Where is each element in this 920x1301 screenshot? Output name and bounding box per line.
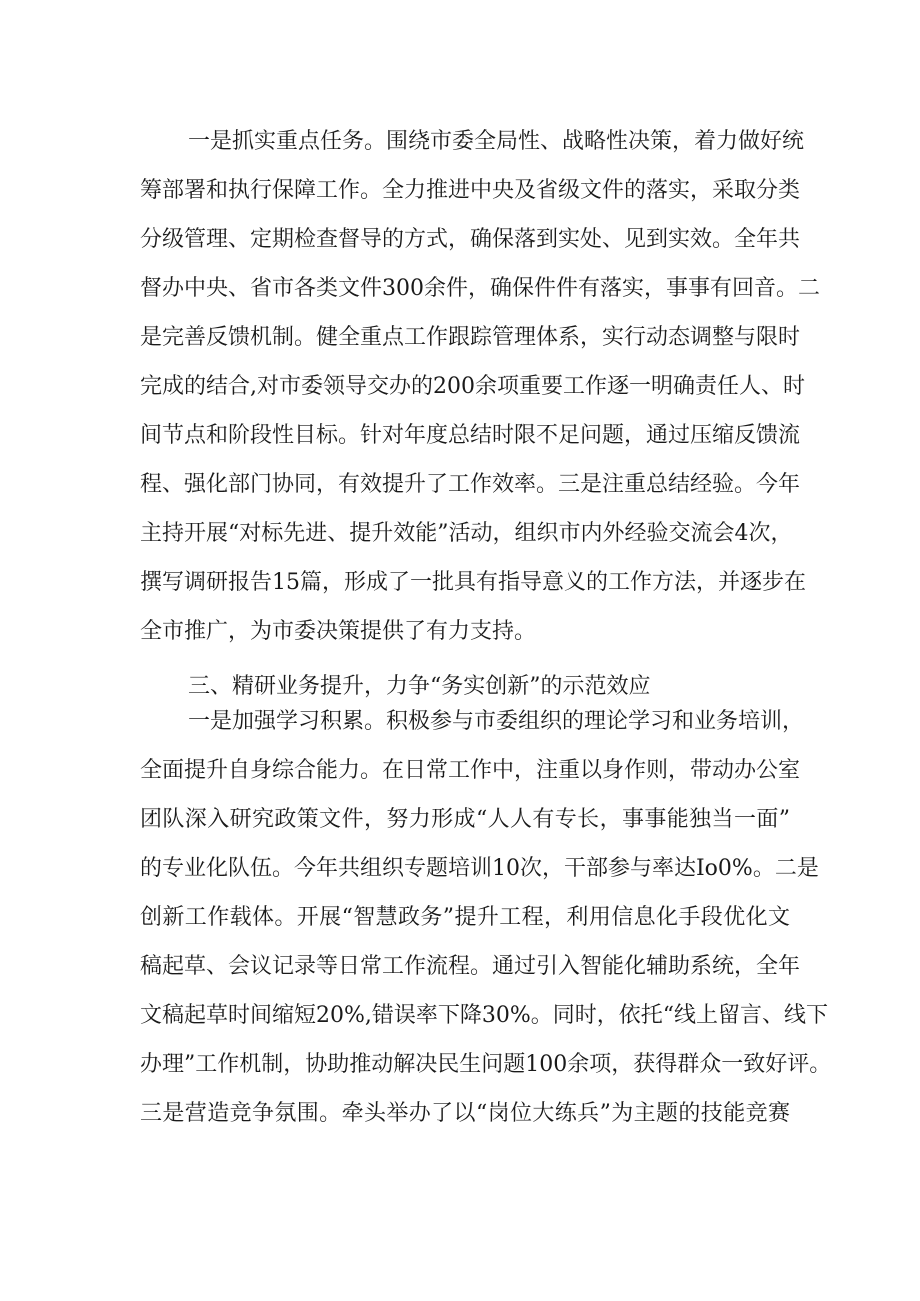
paragraph-line: 的专业化队伍。今年共组织专题培训10次，干部参与率达Io0%。二是 <box>140 856 819 881</box>
paragraph-line: 督办中央、省市各类文件300余件，确保件件有落实，事事有回音。二 <box>140 276 820 301</box>
section-heading: 三、精研业务提升，力争“务实创新”的示范效应 <box>188 674 651 699</box>
paragraph-line: 程、强化部门协同，有效提升了工作效率。三是注重总结经验。今年 <box>140 472 801 497</box>
paragraph-line: 办理”工作机制，协助推动解决民生问题100余项，获得群众一致好评。 <box>140 1052 832 1077</box>
paragraph-line: 完成的结合,对市委领导交办的200余项重要工作逐一明确责任人、时 <box>140 374 805 399</box>
paragraph-line: 全面提升自身综合能力。在日常工作中，注重以身作则，带动办公室 <box>140 758 801 783</box>
paragraph-study-innovation <box>140 697 832 1138</box>
paragraph-line: 分级管理、定期检查督导的方式，确保落到实处、见到实效。全年共 <box>140 227 801 252</box>
paragraph-line: 文稿起草时间缩短20%,错误率下降30%。同时，依托“线上留言、线下 <box>140 1003 829 1028</box>
paragraph-line: 三是营造竞争氛围。牵头举办了以“岗位大练兵”为主题的技能竞赛 <box>140 1101 790 1126</box>
paragraph-line: 稿起草、会议记录等日常工作流程。通过引入智能化辅助系统，全年 <box>140 954 801 979</box>
paragraph-line: 间节点和阶段性目标。针对年度总结时限不足问题，通过压缩反馈流 <box>140 423 801 448</box>
paragraph-line: 筹部署和执行保障工作。全力推进中央及省级文件的落实，采取分类 <box>140 178 801 203</box>
paragraph-line: 全市推广，为市委决策提供了有力支持。 <box>140 619 537 644</box>
paragraph-line: 是完善反馈机制。健全重点工作跟踪管理体系，实行动态调整与限时 <box>140 325 801 350</box>
paragraph-key-tasks <box>140 117 820 656</box>
paragraph-line: 团队深入研究政策文件，努力形成“人人有专长，事事能独当一面” <box>140 807 790 832</box>
paragraph-line: 一是抓实重点任务。围绕市委全局性、战略性决策，着力做好统 <box>188 129 805 154</box>
paragraph-line: 主持开展“对标先进、提升效能”活动，组织市内外经验交流会4次， <box>140 521 793 546</box>
paragraph-line: 一是加强学习积累。积极参与市委组织的理论学习和业务培训， <box>188 709 805 734</box>
paragraph-line: 创新工作载体。开展“智慧政务”提升工程，利用信息化手段优化文 <box>140 905 790 930</box>
paragraph-line: 撰写调研报告15篇，形成了一批具有指导意义的工作方法，并逐步在 <box>140 570 806 595</box>
